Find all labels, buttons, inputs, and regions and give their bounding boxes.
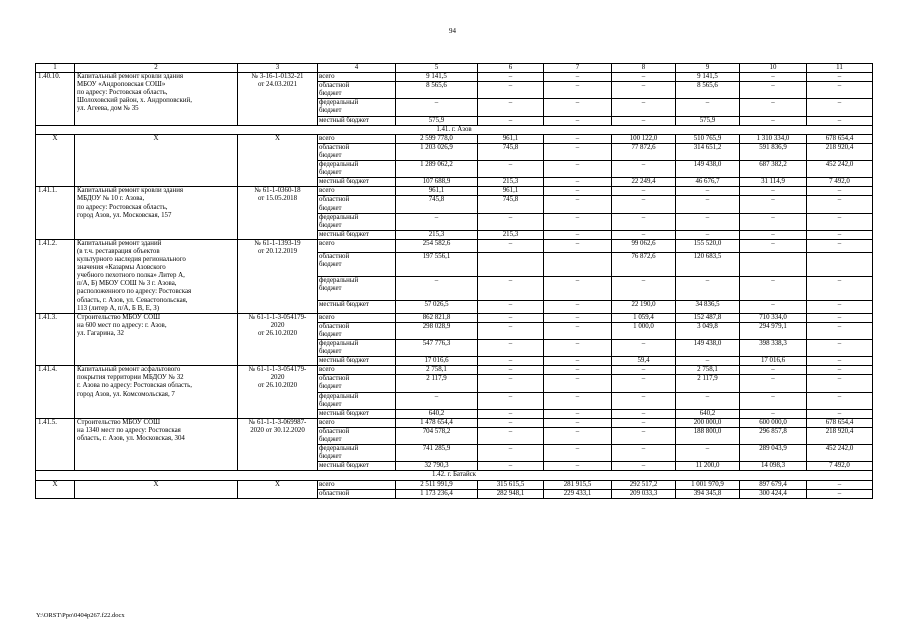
amount-cell: – <box>740 99 807 116</box>
amount-cell: – <box>807 340 873 357</box>
amount-cell: – <box>612 392 676 409</box>
amount-cell: – <box>478 322 544 339</box>
amount-cell: 710 334,0 <box>740 313 807 322</box>
amount-cell: – <box>676 276 740 300</box>
amount-cell: 215,3 <box>478 230 544 239</box>
amount-cell: 1 001 970,9 <box>676 480 740 489</box>
amount-cell: – <box>740 73 807 82</box>
item-number: Х <box>36 134 75 187</box>
amount-cell: – <box>396 99 478 116</box>
amount-cell: 215,3 <box>478 178 544 187</box>
table-row <box>36 134 873 143</box>
item-document: № 61-1-1393-19 от 20.12.2019 <box>238 239 318 313</box>
amount-cell: – <box>807 392 873 409</box>
table-row <box>36 239 873 252</box>
amount-cell: – <box>807 276 873 300</box>
column-number: 6 <box>478 64 544 73</box>
table-row <box>36 366 873 375</box>
amount-cell: 452 242,0 <box>807 445 873 462</box>
amount-cell: – <box>478 392 544 409</box>
amount-cell: 1 000,0 <box>612 322 676 339</box>
table-row <box>36 313 873 322</box>
amount-cell: 77 872,6 <box>612 143 676 160</box>
column-number: 3 <box>238 64 318 73</box>
column-number: 7 <box>544 64 612 73</box>
amount-cell: – <box>544 116 612 125</box>
amount-cell: 741 285,9 <box>396 445 478 462</box>
page-number: 94 <box>449 27 456 35</box>
amount-cell: – <box>807 480 873 489</box>
amount-cell: – <box>612 82 676 99</box>
amount-cell: 745,8 <box>396 196 478 213</box>
amount-cell: 282 948,1 <box>478 489 544 498</box>
amount-cell: 640,2 <box>396 409 478 418</box>
amount-cell: – <box>740 116 807 125</box>
amount-cell: – <box>807 196 873 213</box>
funding-source: федеральный бюджет <box>318 276 396 300</box>
amount-cell: 215,3 <box>396 230 478 239</box>
amount-cell: 300 424,4 <box>740 489 807 498</box>
amount-cell: – <box>612 99 676 116</box>
funding-source: областной бюджет <box>318 143 396 160</box>
amount-cell: – <box>612 213 676 230</box>
amount-cell: 298 028,9 <box>396 322 478 339</box>
item-number: 1.41.3. <box>36 313 75 366</box>
amount-cell: – <box>807 230 873 239</box>
amount-cell: 11 200,0 <box>676 462 740 471</box>
item-name: Капитальный ремонт кровли здания МБОУ «Андроповская СОШ» по адресу: Ростовская область, Шолоховский район, х. Андроповский, ул. Агеева, дом № 35 <box>75 73 238 126</box>
amount-cell: 31 114,9 <box>740 178 807 187</box>
funding-source: всего <box>318 418 396 427</box>
funding-source: федеральный бюджет <box>318 445 396 462</box>
column-number: 9 <box>676 64 740 73</box>
amount-cell: – <box>612 187 676 196</box>
funding-source: местный бюджет <box>318 357 396 366</box>
funding-source: областной бюджет <box>318 427 396 444</box>
amount-cell: 46 676,7 <box>676 178 740 187</box>
funding-source: областной бюджет <box>318 322 396 339</box>
amount-cell: – <box>807 366 873 375</box>
amount-cell: – <box>478 239 544 252</box>
amount-cell: – <box>544 340 612 357</box>
item-number: 1.41.2. <box>36 239 75 313</box>
amount-cell: – <box>544 375 612 392</box>
amount-cell <box>478 252 544 276</box>
amount-cell: – <box>478 300 544 313</box>
column-number: 10 <box>740 64 807 73</box>
amount-cell: – <box>807 99 873 116</box>
amount-cell: 76 872,6 <box>612 252 676 276</box>
amount-cell: – <box>612 427 676 444</box>
amount-cell: 687 382,2 <box>740 161 807 178</box>
amount-cell: 9 141,5 <box>676 73 740 82</box>
amount-cell: – <box>478 445 544 462</box>
funding-source: областной бюджет <box>318 375 396 392</box>
amount-cell: – <box>612 409 676 418</box>
amount-cell: 1 289 062,2 <box>396 161 478 178</box>
funding-source: местный бюджет <box>318 409 396 418</box>
amount-cell: 315 615,5 <box>478 480 544 489</box>
amount-cell: – <box>478 161 544 178</box>
amount-cell: 452 242,0 <box>807 161 873 178</box>
amount-cell: – <box>807 300 873 313</box>
amount-cell: – <box>807 357 873 366</box>
amount-cell: – <box>740 82 807 99</box>
amount-cell: 34 836,5 <box>676 300 740 313</box>
funding-source: областной бюджет <box>318 196 396 213</box>
amount-cell: – <box>544 462 612 471</box>
amount-cell: – <box>544 187 612 196</box>
amount-cell: – <box>396 213 478 230</box>
amount-cell: 281 915,5 <box>544 480 612 489</box>
amount-cell: – <box>544 99 612 116</box>
city-section-title: 1.41. г. Азов <box>36 125 873 134</box>
amount-cell: 575,9 <box>676 116 740 125</box>
amount-cell: – <box>544 82 612 99</box>
budget-table <box>35 63 873 499</box>
amount-cell: 961,1 <box>478 134 544 143</box>
amount-cell: 99 062,6 <box>612 239 676 252</box>
amount-cell: 3 049,8 <box>676 322 740 339</box>
table-row <box>36 480 873 489</box>
city-section-row <box>36 471 873 480</box>
amount-cell: 1 310 334,0 <box>740 134 807 143</box>
amount-cell: – <box>740 213 807 230</box>
amount-cell: – <box>807 489 873 498</box>
item-document: № 61-1-1-3-069987- 2020 от 30.12.2020 <box>238 418 318 471</box>
amount-cell: – <box>676 187 740 196</box>
amount-cell: 640,2 <box>676 409 740 418</box>
amount-cell: – <box>478 213 544 230</box>
table-row <box>36 418 873 427</box>
amount-cell: – <box>676 196 740 213</box>
funding-source: федеральный бюджет <box>318 213 396 230</box>
amount-cell: 398 338,3 <box>740 340 807 357</box>
amount-cell: 600 000,0 <box>740 418 807 427</box>
amount-cell: – <box>740 239 807 252</box>
amount-cell: – <box>740 300 807 313</box>
amount-cell: 17 016,6 <box>740 357 807 366</box>
column-number: 11 <box>807 64 873 73</box>
amount-cell: – <box>676 99 740 116</box>
item-number: 1.41.5. <box>36 418 75 471</box>
funding-source: федеральный бюджет <box>318 161 396 178</box>
amount-cell: – <box>478 313 544 322</box>
city-section-row <box>36 125 873 134</box>
amount-cell: – <box>544 322 612 339</box>
amount-cell: 155 520,0 <box>676 239 740 252</box>
funding-source: федеральный бюджет <box>318 392 396 409</box>
amount-cell: 678 654,4 <box>807 418 873 427</box>
amount-cell: 8 565,6 <box>396 82 478 99</box>
amount-cell: 745,8 <box>478 143 544 160</box>
column-number: 1 <box>36 64 75 73</box>
amount-cell: 107 688,9 <box>396 178 478 187</box>
amount-cell: – <box>612 73 676 82</box>
amount-cell: – <box>544 300 612 313</box>
item-document: № 3-16-1-0132-21 от 24.03.2021 <box>238 73 318 126</box>
amount-cell <box>544 252 612 276</box>
amount-cell: – <box>544 73 612 82</box>
amount-cell: 547 776,3 <box>396 340 478 357</box>
amount-cell: 296 857,8 <box>740 427 807 444</box>
funding-source: областной бюджет <box>318 82 396 99</box>
amount-cell: – <box>544 161 612 178</box>
item-document: № 61-1-1-3-054179- 2020 от 26.10.2020 <box>238 366 318 419</box>
item-number: 1.41.1. <box>36 187 75 240</box>
amount-cell: – <box>478 276 544 300</box>
amount-cell: 294 979,1 <box>740 322 807 339</box>
amount-cell: – <box>478 375 544 392</box>
amount-cell: 254 582,6 <box>396 239 478 252</box>
item-number: Х <box>36 480 75 498</box>
funding-source: всего <box>318 239 396 252</box>
amount-cell: – <box>544 445 612 462</box>
amount-cell: 17 016,6 <box>396 357 478 366</box>
amount-cell: 2 511 991,9 <box>396 480 478 489</box>
amount-cell: – <box>807 116 873 125</box>
amount-cell: – <box>676 357 740 366</box>
column-number: 4 <box>318 64 396 73</box>
funding-source: всего <box>318 134 396 143</box>
amount-cell: 314 651,2 <box>676 143 740 160</box>
amount-cell: – <box>478 418 544 427</box>
funding-source: всего <box>318 187 396 196</box>
amount-cell: – <box>740 366 807 375</box>
amount-cell: – <box>612 340 676 357</box>
column-number: 2 <box>75 64 238 73</box>
funding-source: всего <box>318 73 396 82</box>
amount-cell: – <box>544 276 612 300</box>
funding-source: областной <box>318 489 396 498</box>
amount-cell: – <box>676 230 740 239</box>
amount-cell: 100 122,0 <box>612 134 676 143</box>
amount-cell: – <box>807 73 873 82</box>
amount-cell: – <box>396 392 478 409</box>
amount-cell: 2 758,1 <box>676 366 740 375</box>
amount-cell: 704 578,2 <box>396 427 478 444</box>
amount-cell: 209 033,3 <box>612 489 676 498</box>
item-name: Капитальный ремонт кровли здания МБДОУ № 10 г. Азова, по адресу: Ростовская область, город Азов, ул. Московская, 157 <box>75 187 238 240</box>
amount-cell: – <box>612 418 676 427</box>
amount-cell: – <box>478 73 544 82</box>
item-name: Строительство МБОУ СОШ на 600 мест по адресу: г. Азов, ул. Гагарина, 32 <box>75 313 238 366</box>
amount-cell: 2 599 778,0 <box>396 134 478 143</box>
amount-cell: – <box>544 196 612 213</box>
funding-source: местный бюджет <box>318 230 396 239</box>
amount-cell: – <box>807 82 873 99</box>
amount-cell: 1 059,4 <box>612 313 676 322</box>
amount-cell: 57 026,5 <box>396 300 478 313</box>
amount-cell: 32 790,3 <box>396 462 478 471</box>
amount-cell: 2 117,9 <box>396 375 478 392</box>
amount-cell: 120 683,5 <box>676 252 740 276</box>
amount-cell: 200 000,0 <box>676 418 740 427</box>
funding-source: всего <box>318 366 396 375</box>
column-number: 8 <box>612 64 676 73</box>
amount-cell: – <box>544 239 612 252</box>
item-name: Х <box>75 480 238 498</box>
amount-cell: – <box>544 213 612 230</box>
column-number: 5 <box>396 64 478 73</box>
amount-cell: – <box>544 143 612 160</box>
item-number: 1.40.10. <box>36 73 75 126</box>
amount-cell: – <box>807 322 873 339</box>
amount-cell: 591 836,9 <box>740 143 807 160</box>
amount-cell: – <box>612 445 676 462</box>
amount-cell: – <box>740 187 807 196</box>
amount-cell <box>740 252 807 276</box>
amount-cell: – <box>612 375 676 392</box>
funding-source: местный бюджет <box>318 300 396 313</box>
amount-cell: – <box>807 239 873 252</box>
amount-cell: 9 141,5 <box>396 73 478 82</box>
amount-cell: 575,9 <box>396 116 478 125</box>
amount-cell: – <box>740 230 807 239</box>
amount-cell: – <box>740 196 807 213</box>
amount-cell: – <box>740 276 807 300</box>
item-number: 1.41.4. <box>36 366 75 419</box>
funding-source: местный бюджет <box>318 178 396 187</box>
amount-cell: 678 654,4 <box>807 134 873 143</box>
amount-cell: – <box>478 409 544 418</box>
amount-cell: – <box>676 213 740 230</box>
funding-source: всего <box>318 313 396 322</box>
table-row <box>36 73 873 82</box>
amount-cell: 14 098,3 <box>740 462 807 471</box>
amount-cell: – <box>544 418 612 427</box>
amount-cell: – <box>478 366 544 375</box>
amount-cell: – <box>612 366 676 375</box>
amount-cell: – <box>544 357 612 366</box>
item-document: Х <box>238 480 318 498</box>
column-number-row <box>36 64 873 73</box>
item-document: № 61-1-0360-18 от 15.05.2018 <box>238 187 318 240</box>
amount-cell: 22 249,4 <box>612 178 676 187</box>
amount-cell: – <box>807 213 873 230</box>
amount-cell: – <box>807 409 873 418</box>
amount-cell: 22 190,0 <box>612 300 676 313</box>
amount-cell: 197 556,1 <box>396 252 478 276</box>
amount-cell: 229 433,1 <box>544 489 612 498</box>
item-document: № 61-1-1-3-054179- 2020 от 26.10.2020 <box>238 313 318 366</box>
amount-cell: – <box>478 99 544 116</box>
amount-cell: 218 920,4 <box>807 427 873 444</box>
amount-cell: 510 765,9 <box>676 134 740 143</box>
amount-cell: – <box>544 366 612 375</box>
amount-cell: – <box>544 427 612 444</box>
item-name: Х <box>75 134 238 187</box>
amount-cell: – <box>478 427 544 444</box>
amount-cell: – <box>676 445 740 462</box>
amount-cell: – <box>544 230 612 239</box>
amount-cell: 897 679,4 <box>740 480 807 489</box>
amount-cell: 188 800,0 <box>676 427 740 444</box>
amount-cell: – <box>612 462 676 471</box>
amount-cell: 8 565,6 <box>676 82 740 99</box>
amount-cell: 2 758,1 <box>396 366 478 375</box>
funding-source: федеральный бюджет <box>318 99 396 116</box>
amount-cell: 745,8 <box>478 196 544 213</box>
table-row <box>36 187 873 196</box>
amount-cell: 218 920,4 <box>807 143 873 160</box>
funding-source: всего <box>318 480 396 489</box>
amount-cell: 1 173 236,4 <box>396 489 478 498</box>
amount-cell: – <box>544 134 612 143</box>
amount-cell: – <box>478 357 544 366</box>
amount-cell: – <box>544 178 612 187</box>
amount-cell: 59,4 <box>612 357 676 366</box>
amount-cell: – <box>676 392 740 409</box>
amount-cell: – <box>807 375 873 392</box>
amount-cell: – <box>478 340 544 357</box>
amount-cell: 7 492,0 <box>807 178 873 187</box>
file-path-footer: Y:\ORST\Ppo\0404p267.f22.docx <box>36 612 125 619</box>
amount-cell: – <box>478 82 544 99</box>
amount-cell: – <box>544 409 612 418</box>
amount-cell: – <box>478 116 544 125</box>
amount-cell: 149 438,0 <box>676 340 740 357</box>
amount-cell: 152 487,8 <box>676 313 740 322</box>
amount-cell: – <box>544 313 612 322</box>
amount-cell <box>807 252 873 276</box>
amount-cell: 394 345,8 <box>676 489 740 498</box>
amount-cell: 862 821,8 <box>396 313 478 322</box>
amount-cell: – <box>612 196 676 213</box>
amount-cell: – <box>807 187 873 196</box>
amount-cell: – <box>612 161 676 178</box>
amount-cell: – <box>612 276 676 300</box>
amount-cell: 2 117,9 <box>676 375 740 392</box>
funding-source: федеральный бюджет <box>318 340 396 357</box>
funding-source: областной бюджет <box>318 252 396 276</box>
amount-cell: – <box>807 313 873 322</box>
amount-cell: – <box>478 462 544 471</box>
amount-cell: 961,1 <box>478 187 544 196</box>
amount-cell: 292 517,2 <box>612 480 676 489</box>
amount-cell: 7 492,0 <box>807 462 873 471</box>
amount-cell: 289 043,9 <box>740 445 807 462</box>
funding-source: местный бюджет <box>318 116 396 125</box>
city-section-title: 1.42. г. Батайск <box>36 471 873 480</box>
amount-cell: – <box>612 230 676 239</box>
amount-cell: – <box>740 409 807 418</box>
item-name: Строительство МБОУ СОШ на 1340 мест по адресу: Ростовская область, г. Азов, ул. Московская, 304 <box>75 418 238 471</box>
item-document: Х <box>238 134 318 187</box>
amount-cell: – <box>612 116 676 125</box>
amount-cell: – <box>740 375 807 392</box>
amount-cell: 1 203 026,9 <box>396 143 478 160</box>
funding-source: местный бюджет <box>318 462 396 471</box>
amount-cell: – <box>544 392 612 409</box>
amount-cell: 961,1 <box>396 187 478 196</box>
item-name: Капитальный ремонт зданий (в т.ч. реставрация объектов культурного наследия регионального значения «Казармы Азовского учебного пехотного полка» Литер А, п/А, Б) МБОУ СОШ № 3 г. Азова, расположенного по адресу: Ростовская область, г. Азов, ул. Севастопольская, 113 (литер А, п/А, Б В, Е, З) <box>75 239 238 313</box>
amount-cell: 1 478 654,4 <box>396 418 478 427</box>
item-name: Капитальный ремонт асфальтового покрытия территории МБДОУ № 32 г. Азова по адресу: Ростовская область, город Азов, ул. Комсомольская, 7 <box>75 366 238 419</box>
amount-cell: – <box>740 392 807 409</box>
amount-cell: 149 438,0 <box>676 161 740 178</box>
amount-cell: – <box>396 276 478 300</box>
